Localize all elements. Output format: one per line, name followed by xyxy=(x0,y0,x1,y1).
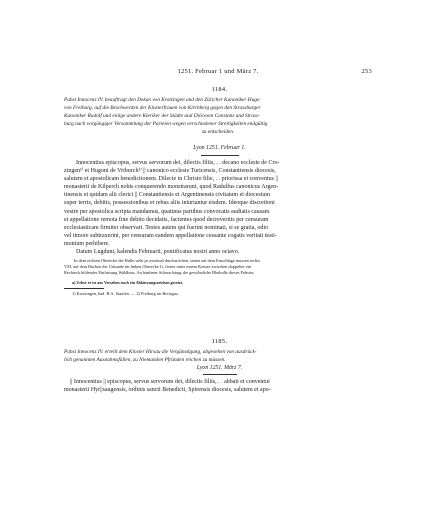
note-line: In dem rechten Oberecke der Bulle steht pr zweimal durchstrichen, unten auf dem Einschlage mussen rechts xyxy=(74,258,261,263)
entry-summary xyxy=(64,348,372,364)
divider xyxy=(203,374,237,375)
header-title: 1251. Februar 1 und März 7. xyxy=(177,68,259,75)
dateline: Lyon 1251. März 7. xyxy=(196,365,243,371)
summary-line: Pabst Innocenz IV. beauftragt den Dekan von Krotzingen und den Züricher Kanoniker Hugo xyxy=(64,97,260,103)
page-number: 253 xyxy=(361,68,372,75)
entry-number: 1184. xyxy=(211,86,228,93)
text-line: vel timore subtraxerint, per censuram eandem appellatione cessante cogatis veritati testi- xyxy=(64,232,277,239)
footnote-1-2: 1) Krotzingen, bad. B.A. Staufen. — 2) Freiburg im Breisgau. xyxy=(72,291,179,296)
footnote-divider xyxy=(64,288,104,289)
summary-line: Kanoniker Rudolf und einige andere Kleriker der Städte und Diöcesen Constanz und Strass- xyxy=(64,113,260,119)
summary-line: Pabst Innocenz IV. erteilt dem Kloster Hirsau die Vergünstigung, abgesehen von ausdrück- xyxy=(64,349,257,355)
text-line: salutem et apostolicam benedictionem. Dilecte in Christo filie, . . priorissa et conventus || xyxy=(64,176,278,183)
footnote-a: a) Ueber ee ist aus Versehen noch ein Abkürzungszeichen gesetzt. xyxy=(72,280,184,285)
text-line: vestre per apostolica scripta mandamus, quatinus partibus convocatis audiatis causam xyxy=(64,208,270,215)
note-line: Rechteck bildender Einfassung Waldbras. An hänfener Schnur hängt die gewöhnliche Bleibulle dieses Pabstes. xyxy=(64,270,255,276)
text-line: et appellatione remota fine debito decidatis, facientes quod decreveritis per censuram xyxy=(64,216,269,223)
text-line: monasterii Hyr||saugensis, ordinis sancti Benedicti, Spirensis diocesis, salutem et apo- xyxy=(64,387,271,394)
archival-notes xyxy=(64,258,372,277)
dateline: Lyon 1251. Februar 1. xyxy=(193,145,246,151)
note-line: VM, auf dem Rücken der Urkunde im linken Oberecke G, ferner unter einem Kreuze zwischen doppelter ein xyxy=(64,264,252,270)
text-line: monasterii de Kilperch nobis conquerendo monstrarunt, quod Radulfus canonicus Argen- xyxy=(64,184,279,191)
summary-line: burg nach vorgängiger Versammlung der Parteien wegen verschiedener Streitigkeiten endgültig xyxy=(64,121,268,127)
text-line: tinensis et quidam alii clerici || Constantiensis et Argentinensis civitatum et diocesium xyxy=(64,192,271,199)
entry-number: 1185. xyxy=(211,338,228,345)
text-line: zingen¹⁾ et Hugoni de Vriburch²⁾ || canonico ecclesie Turicensis, Constantiensis diocesis, xyxy=(64,168,276,175)
summary-line: zu entscheiden. xyxy=(201,129,235,135)
text-line: Innocentius episcopus, servus servorum dei, dilectis filiis, . . decano ecclesie de Cro- xyxy=(76,160,280,166)
entry-summary xyxy=(64,96,372,136)
text-line: super terris, debitis, possessionibus et rebus aliis iniuriantur eisdem. Ideoque discretioni xyxy=(64,200,275,207)
summary-line: von Freiburg, auf die Beschwerden der Klosterfrauen von Kirchberg gegen den Strassburger xyxy=(64,105,261,111)
text-line: || Innocentius || episcopus, servus servorum dei, dilectis filiis, . . abbati et conventui xyxy=(70,379,270,385)
text-line: monium perhibere. xyxy=(64,240,110,247)
summary-line: lich genannten Ausnahmsfällen, zu Niemanden Pfründen reichen zu müssen. xyxy=(64,357,226,363)
charter-text xyxy=(64,378,372,394)
divider xyxy=(201,155,239,156)
running-header xyxy=(64,68,372,78)
text-line: ecclesiasticam firmiter observari. Testes autem qui fuerint nominati, si se gratia, odio xyxy=(64,224,269,231)
datum-line: Datum Lugduni, kalendis Februarii, pontificatus nostri anno octavo. xyxy=(76,249,240,256)
charter-text xyxy=(64,159,372,256)
